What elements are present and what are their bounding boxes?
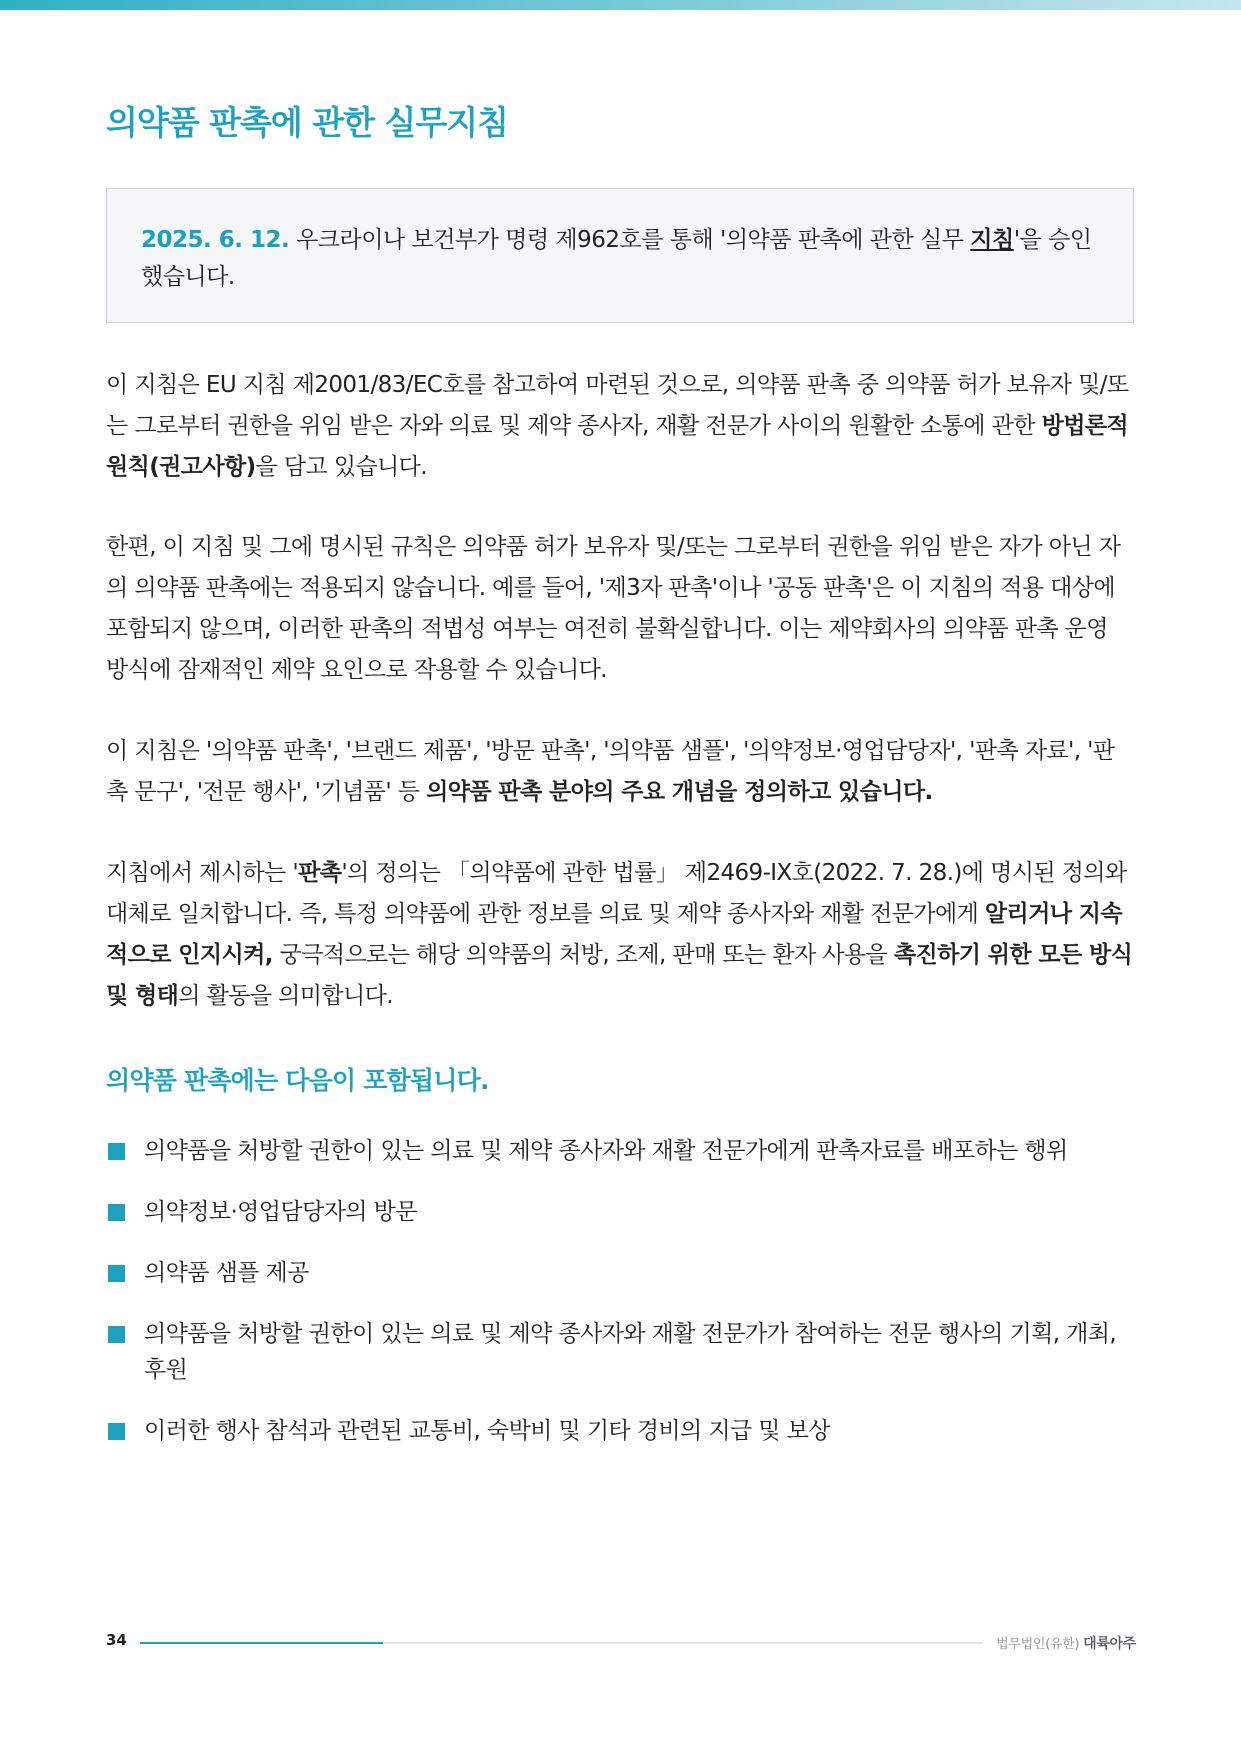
paragraph-4-text-3: 궁극적으로는 해당 의약품의 처방, 조제, 판매 또는 환자 사용을 — [272, 942, 894, 968]
paragraph-1-text: 이 지침은 EU 지침 제2001/83/EC호를 참고하여 마련된 것으로, 의약품 판촉 중 의약품 허가 보유자 및/또는 그로부터 권한을 위임 받은 자와 의료 및 제약 종사자, 재활 전문가 사이의 원활한 소통에 관한 — [106, 372, 1129, 439]
paragraph-4-bold-2: 알리거나 지속적으로 인지시켜, — [106, 901, 1123, 968]
paragraph-4 — [106, 853, 1134, 1017]
notice-text: 우크라이나 보건부가 명령 제962호를 통해 '의약품 판촉에 관한 실무 — [289, 227, 971, 253]
footer-firm-name — [996, 1633, 1136, 1653]
paragraph-4-text-2: '의 정의는 「의약품에 관한 법률」 제2469-IX호(2022. 7. 28.)에 명시된 정의와 대체로 일치합니다. 즉, 특정 의약품에 관한 정보를 의료 및 제약 종사자와 재활 전문가에게 — [106, 860, 1127, 927]
paragraph-4-text-1: 지침에서 제시하는 ' — [106, 860, 299, 886]
paragraph-2 — [106, 527, 1134, 691]
list-item — [106, 1133, 1134, 1169]
list-item — [106, 1413, 1134, 1449]
square-bullet-icon — [108, 1143, 125, 1160]
paragraph-3-text: 이 지침은 '의약품 판촉', '브랜드 제품', '방문 판촉', '의약품 샘플', '의약정보·영업담당자', '판촉 자료', '판촉 문구', '전문 행사', '기념품' 등 — [106, 738, 1115, 805]
notice-text-end: '을 승인했습니다. — [141, 227, 1092, 290]
list-item-text: 이러한 행사 참석과 관련된 교통비, 숙박비 및 기타 경비의 지급 및 보상 — [144, 1418, 830, 1444]
firm-prefix: 법무법인(유한) — [996, 1637, 1080, 1652]
paragraph-4-text-4: 의 활동을 의미합니다. — [178, 983, 393, 1009]
footer-divider-accent — [140, 1642, 383, 1644]
notice-underlined-term: 지침 — [970, 227, 1014, 253]
list-item-text: 의약품을 처방할 권한이 있는 의료 및 제약 종사자와 재활 전문가에게 판촉자료를 배포하는 행위 — [144, 1138, 1068, 1164]
paragraph-3 — [106, 731, 1134, 813]
list-item-text: 의약품을 처방할 권한이 있는 의료 및 제약 종사자와 재활 전문가가 참여하는 전문 행사의 기획, 개최, 후원 — [144, 1321, 1117, 1383]
top-accent-bar — [0, 0, 1241, 10]
firm-name: 대륙아주 — [1083, 1636, 1136, 1652]
list-item-text: 의약정보·영업담당자의 방문 — [144, 1199, 417, 1225]
paragraph-1 — [106, 365, 1134, 488]
paragraph-4-bold-1: 판촉 — [298, 860, 342, 886]
bullet-list — [106, 1133, 1134, 1474]
footer-divider — [140, 1642, 983, 1644]
notice-date: 2025. 6. 12. — [141, 227, 290, 253]
square-bullet-icon — [108, 1423, 125, 1440]
paragraph-2-text: 한편, 이 지침 및 그에 명시된 규칙은 의약품 허가 보유자 및/또는 그로부터 권한을 위임 받은 자가 아닌 자의 의약품 판촉에는 적용되지 않습니다. 예를 들어, '제3자 판촉'이나 '공동 판촉'은 이 지침의 적용 대상에 포함되지 않으며, 이러한 판촉의 적법성 여부는 여전히 불확실합니다. 이는 제약회사의 의약품 판촉 운영 방식에 잠재적인 제약 요인으로 작용할 수 있습니다. — [106, 534, 1121, 683]
paragraph-1-bold: 방법론적 원칙(권고사항) — [106, 413, 1129, 480]
paragraph-1-tail: 을 담고 있습니다. — [255, 454, 428, 480]
list-item — [106, 1255, 1134, 1291]
square-bullet-icon — [108, 1326, 125, 1343]
list-item — [106, 1194, 1134, 1230]
section-subheading: 의약품 판촉에는 다음이 포함됩니다. — [106, 1066, 489, 1095]
paragraph-3-bold: 의약품 판촉 분야의 주요 개념을 정의하고 있습니다. — [426, 779, 933, 805]
page-title: 의약품 판촉에 관한 실무지침 — [106, 103, 509, 142]
page-number: 34 — [106, 1631, 127, 1649]
list-item — [106, 1316, 1134, 1388]
square-bullet-icon — [108, 1204, 125, 1221]
paragraph-4-bold-3: 촉진하기 위한 모든 방식 및 형태 — [106, 942, 1133, 1009]
square-bullet-icon — [108, 1265, 125, 1282]
notice-box — [106, 188, 1134, 323]
list-item-text: 의약품 샘플 제공 — [144, 1260, 309, 1286]
